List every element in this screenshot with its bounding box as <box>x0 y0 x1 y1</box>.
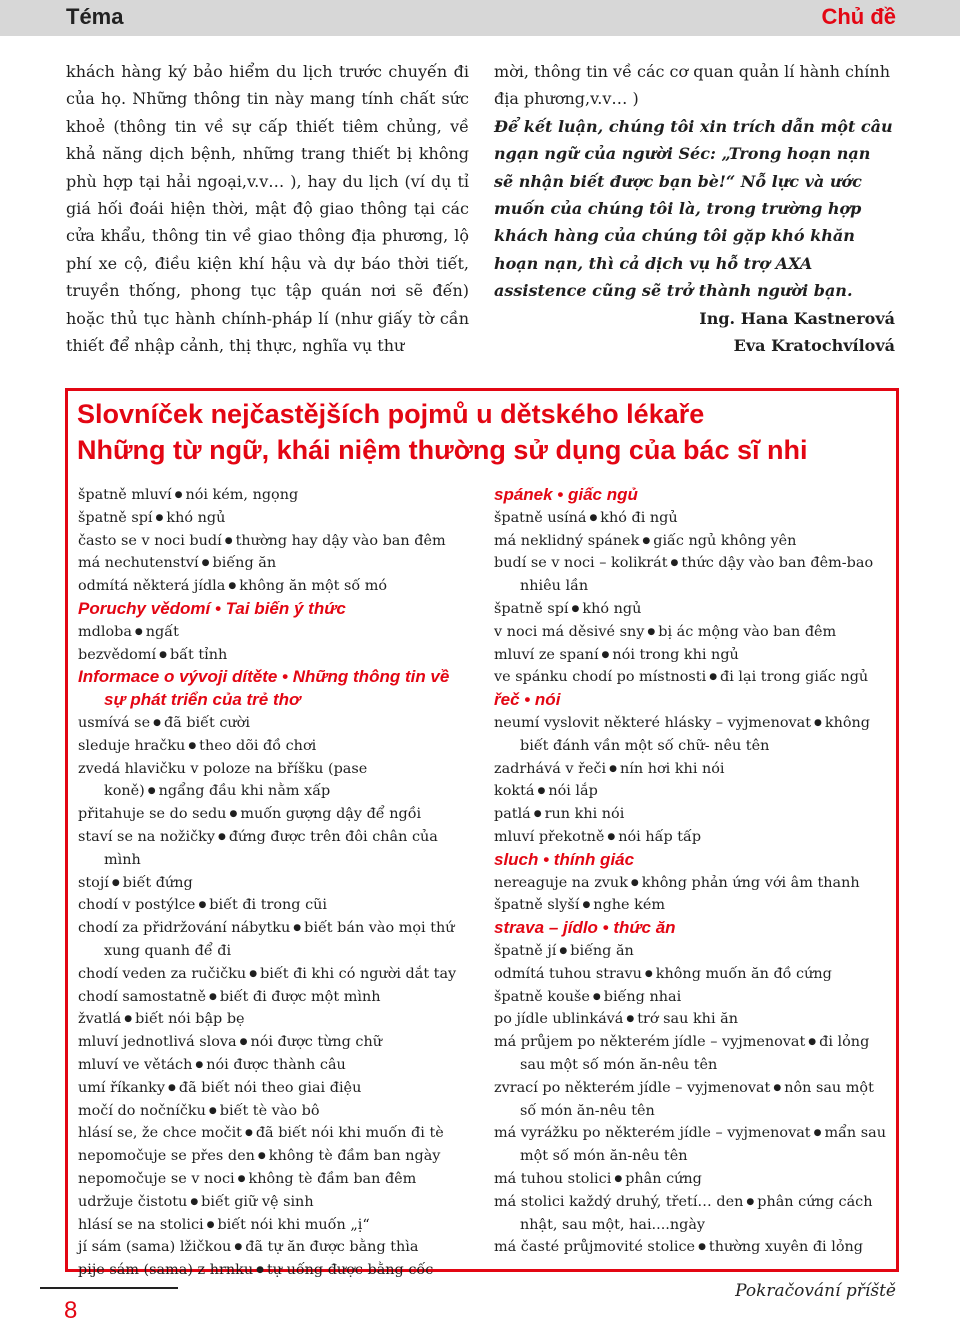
term-cz: patlá <box>494 806 531 823</box>
bullet-icon: ● <box>592 991 601 1002</box>
term-cz: nereaguje na zvuk <box>494 874 628 891</box>
term-cz: hlásí se, že chce močit <box>78 1125 242 1142</box>
page-number: 8 <box>64 1297 78 1324</box>
glossary-entry <box>78 1236 470 1259</box>
term-cz: staví se na nožičky <box>78 828 215 845</box>
glossary-entry <box>78 530 470 553</box>
bullet-icon: ● <box>234 1242 243 1253</box>
glossary-entry <box>494 986 886 1009</box>
term-vn: ngẩng đầu khi nằm xấp <box>158 783 331 800</box>
term-vn: muốn gượng dậy để ngồi <box>240 806 422 823</box>
term-vn: khó ngủ <box>166 509 226 526</box>
term-cz: sleduje hračku <box>78 737 186 754</box>
term-cz: přitahuje se do sedu <box>78 806 227 823</box>
bullet-icon: ● <box>195 1059 204 1070</box>
term-vn: đi lỏng sau một số món ăn-nêu tên <box>520 1034 870 1073</box>
term-vn: đã biết nói khi muốn đi tè <box>255 1125 444 1142</box>
bullet-icon: ● <box>609 763 618 774</box>
bullet-icon: ● <box>208 1105 217 1116</box>
term-vn: theo dõi đồ chơi <box>199 737 317 754</box>
bullet-icon: ● <box>814 717 822 728</box>
bullet-icon: ● <box>533 809 542 820</box>
section-label-vn: Chủ đề <box>821 4 896 29</box>
bullet-icon: ● <box>153 717 161 728</box>
term-vn: biết tè vào bô <box>219 1102 320 1119</box>
term-cz: zvedá hlavičku v poloze na bříšku (pase koně) <box>78 760 368 800</box>
term-cz: v noci má děsivé sny <box>494 623 645 640</box>
term-vn: mẩn sau một số món ăn-nêu tên <box>520 1125 886 1165</box>
glossary-category: spánek • giấc ngủ <box>494 485 638 504</box>
glossary-entry <box>78 507 470 530</box>
term-vn: đã tự ăn được bằng thìa <box>245 1239 419 1256</box>
term-cz: budí se v noci – kolikrát <box>494 555 668 572</box>
term-cz: často se v noci budí <box>78 532 222 549</box>
bullet-icon: ● <box>217 831 226 842</box>
term-vn: nói trong khi ngủ <box>612 646 739 663</box>
signature-1: Ing. Hana Kastnerová <box>699 308 895 328</box>
term-vn: khó ngủ <box>582 600 642 617</box>
glossary-entry <box>494 826 886 849</box>
term-vn: bất tỉnh <box>169 646 228 663</box>
term-vn: trớ sau khi ăn <box>637 1011 738 1028</box>
glossary-category: Poruchy vědomí • Tai biến ý thức <box>78 598 346 618</box>
glossary-entry <box>78 1077 470 1100</box>
bullet-icon: ● <box>134 626 143 637</box>
term-cz: chodí samostatně <box>78 988 206 1005</box>
term-cz: zadrhává v řeči <box>494 760 607 777</box>
term-vn: biết nói bập bẹ <box>135 1011 245 1028</box>
bullet-icon: ● <box>198 900 207 911</box>
glossary-title-vn: Những từ ngữ, khái niệm thường sử dụng của bác sĩ nhi <box>77 435 808 465</box>
bullet-icon: ● <box>644 968 653 979</box>
bullet-icon: ● <box>537 786 546 797</box>
term-vn: bị ác mộng vào ban đêm <box>658 623 837 640</box>
term-cz: má časté průjmovité stolice <box>494 1239 696 1256</box>
glossary-entry <box>78 872 470 895</box>
term-cz: má tuhou stolici <box>494 1170 612 1187</box>
term-cz: mluví ze spaní <box>494 646 599 663</box>
term-vn: biết đi trong cũi <box>209 897 328 914</box>
article-right-column <box>494 58 895 359</box>
bullet-icon: ● <box>293 923 302 934</box>
term-vn: nín hơi khi nói <box>620 760 725 777</box>
term-vn: run khi nói <box>544 806 625 823</box>
bullet-icon: ● <box>559 945 568 956</box>
term-vn: tự uống được bằng cốc <box>266 1262 434 1279</box>
term-vn: không biết đánh vần một số chữ- nêu tên <box>520 714 870 754</box>
bullet-icon: ● <box>614 1173 623 1184</box>
glossary-entry <box>494 758 886 781</box>
term-vn: không muốn ăn đồ cứng <box>655 965 832 982</box>
conclusion-paragraph: Để kết luận, chúng tôi xin trích dẫn một câu ngạn ngữ của người Séc: „Trong hoạn nạn sẽ nhận biết được bạn bè!“ Nỗ lực và ước muốn của chúng tôi là, trong trường hợp khách hàng của chúng tôi gặp khó khăn hoạn nạn, thì cả dịch vụ hỗ trợ AXA assistence cũng sẽ trở thành người bạn. <box>494 116 893 301</box>
term-cz: odmítá některá jídla <box>78 578 226 595</box>
glossary-entry <box>494 1191 886 1237</box>
term-cz: chodí v postýlce <box>78 897 196 914</box>
term-cz: špatně spí <box>78 509 153 526</box>
bullet-icon: ● <box>601 649 610 660</box>
glossary-entry <box>78 986 470 1009</box>
term-vn: biếng nhai <box>603 988 682 1005</box>
bullet-icon: ● <box>244 1128 253 1139</box>
bullet-icon: ● <box>773 1082 782 1093</box>
glossary-entry <box>494 598 886 621</box>
glossary-entry <box>78 1168 470 1191</box>
bullet-icon: ● <box>159 649 167 660</box>
article-paragraph: khách hàng ký bảo hiểm du lịch trước chuyến đi của họ. Những thông tin này mang tính chất sức khoẻ (thông tin về sự cấp thiết tiêm chủng, về khả năng dịch bệnh, những trang thiết bị không phù hợp tại hải ngoại,v.v… ), hay du lịch (ví dụ tỉ giá hối đoái hiện thời, mật độ giao thông tại các cửa khẩu, thông tin về giao thông địa phương, lộ phí xe cộ, điều kiện khí hậu và dự báo thời tiết, truyền thống, phong tục tập quán nơi sẽ đến) hoặc thủ tục hành chính-pháp lí (như giấy tờ cần thiết để nhập cảnh, thị thực, nghĩa vụ thư <box>66 62 469 356</box>
glossary-entry <box>78 917 470 963</box>
bullet-icon: ● <box>168 1082 176 1093</box>
glossary-entry <box>78 1214 470 1237</box>
bullet-icon: ● <box>709 672 718 683</box>
bullet-icon: ● <box>630 877 639 888</box>
term-vn: thường xuyên đi lỏng <box>708 1239 863 1256</box>
bullet-icon: ● <box>698 1242 706 1253</box>
term-vn: nói lắp <box>548 783 598 800</box>
term-vn: không tè đầm ban đêm <box>248 1170 417 1187</box>
term-vn: nói kém, ngọng <box>185 487 299 503</box>
bullet-icon: ● <box>808 1037 817 1048</box>
term-vn: không phản ứng với âm thanh <box>641 874 860 891</box>
glossary-entry <box>78 803 470 826</box>
glossary-entry <box>78 826 470 872</box>
glossary-category: sluch • thính giác <box>494 849 635 869</box>
glossary-entry <box>494 963 886 986</box>
bullet-icon: ● <box>589 512 598 523</box>
term-cz: pije sám (sama) z hrnku <box>78 1262 254 1279</box>
term-cz: žvatlá <box>78 1011 122 1028</box>
bullet-icon: ● <box>201 558 210 569</box>
bullet-icon: ● <box>237 1173 246 1184</box>
bullet-icon: ● <box>607 831 616 842</box>
term-cz: má nechutenství <box>78 555 199 572</box>
glossary-entry <box>494 712 886 758</box>
term-cz: neumí vyslovit některé hlásky – vyjmenovat <box>494 714 811 731</box>
term-vn: biết đi được một mình <box>219 988 381 1005</box>
bullet-icon: ● <box>670 558 679 569</box>
glossary-right-column <box>494 484 886 1259</box>
bullet-icon: ● <box>111 877 120 888</box>
term-vn: biết giữ vệ sinh <box>201 1193 314 1210</box>
glossary-entry <box>494 552 886 598</box>
term-cz: nepomočuje se v noci <box>78 1170 235 1187</box>
glossary-entry <box>494 644 886 667</box>
term-vn: phân cứng <box>625 1170 702 1187</box>
term-vn: không tè đầm ban ngày <box>268 1148 441 1165</box>
glossary-entry <box>494 894 886 917</box>
bullet-icon: ● <box>571 603 580 614</box>
glossary-box <box>65 388 899 1279</box>
bullet-icon: ● <box>642 535 651 546</box>
glossary-category: Informace o vývoji dítěte • Những thông tin về sự phát triển của trẻ thơ <box>78 667 450 710</box>
term-cz: chodí veden za ručičku <box>78 965 247 982</box>
term-cz: má stolici každý druhý, třetí… den <box>494 1193 744 1210</box>
term-cz: ve spánku chodí po místnosti <box>494 669 707 686</box>
glossary-entry <box>78 484 470 507</box>
glossary-entry <box>494 1031 886 1077</box>
glossary-entry <box>78 1031 470 1054</box>
glossary-entry <box>78 644 470 667</box>
bullet-icon: ● <box>626 1014 635 1025</box>
glossary-entry <box>78 735 470 758</box>
glossary-entry <box>78 1122 470 1145</box>
term-cz: nepomočuje se přes den <box>78 1148 255 1165</box>
bullet-icon: ● <box>582 900 591 911</box>
term-cz: udržuje čistotu <box>78 1193 188 1210</box>
term-cz: má průjem po některém jídle – vyjmenovat <box>494 1034 806 1051</box>
glossary-title-cz: Slovníček nejčastějších pojmů u dětského lékaře <box>77 399 705 429</box>
term-cz: umí říkanky <box>78 1079 165 1096</box>
glossary-entry <box>494 780 886 803</box>
glossary-category: řeč • nói <box>494 690 561 710</box>
term-cz: špatně slyší <box>494 897 580 914</box>
term-vn: đã biết cười <box>163 714 250 731</box>
footer-rule <box>40 1287 178 1289</box>
bullet-icon: ● <box>124 1014 133 1025</box>
glossary-entry <box>494 803 886 826</box>
term-vn: nói hấp tấp <box>618 828 702 845</box>
term-cz: chodí za přidržování nábytku <box>78 920 291 937</box>
term-vn: biết đi khi có người dắt tay <box>260 965 457 982</box>
term-cz: mluví jednotlivá slova <box>78 1034 237 1051</box>
bullet-icon: ● <box>249 968 258 979</box>
term-cz: po jídle ublinkává <box>494 1011 624 1028</box>
glossary-entry <box>494 507 886 530</box>
term-vn: khó đi ngủ <box>600 509 678 526</box>
term-cz: špatně spí <box>494 600 569 617</box>
term-vn: đứng được trên đôi chân của mình <box>104 828 438 868</box>
term-vn: nôn sau một số món ăn-nêu tên <box>520 1079 874 1119</box>
term-cz: usmívá se <box>78 714 151 731</box>
term-vn: nghe kém <box>593 897 666 914</box>
term-cz: špatně mluví <box>78 487 172 503</box>
article-paragraph-cont: mời, thông tin về các cơ quan quản lí hành chính địa phương,v.v… ) <box>494 62 891 109</box>
bullet-icon: ● <box>228 581 237 592</box>
glossary-entry <box>494 872 886 895</box>
bullet-icon: ● <box>190 1196 199 1207</box>
term-cz: odmítá tuhou stravu <box>494 965 642 982</box>
term-vn: không ăn một số mó <box>239 578 388 595</box>
term-vn: nói được từng chữ <box>250 1034 383 1051</box>
glossary-title <box>77 396 807 468</box>
term-cz: jí sám (sama) lžičkou <box>78 1239 232 1256</box>
section-label: Téma <box>66 4 124 29</box>
glossary-entry <box>78 575 470 598</box>
glossary-entry <box>78 963 470 986</box>
glossary-entry <box>78 894 470 917</box>
glossary-entry <box>78 1008 470 1031</box>
bullet-icon: ● <box>174 490 183 500</box>
bullet-icon: ● <box>647 626 656 637</box>
term-vn: đi lại trong giấc ngủ <box>720 669 869 686</box>
glossary-entry <box>78 1100 470 1123</box>
bullet-icon: ● <box>208 991 217 1002</box>
term-vn: phân cứng cách nhật, sau một, hai....ngày <box>520 1193 873 1233</box>
signature-2: Eva Kratochvílová <box>733 336 895 356</box>
bullet-icon: ● <box>256 1265 264 1276</box>
glossary-entry <box>78 1259 470 1282</box>
term-cz: mdloba <box>78 623 132 640</box>
term-cz: hlásí se na stolici <box>78 1216 204 1233</box>
term-vn: biết nói khi muốn „ị“ <box>217 1216 370 1233</box>
term-vn: nói được thành câu <box>206 1056 346 1073</box>
bullet-icon: ● <box>229 809 238 820</box>
term-vn: biếng ăn <box>570 942 634 959</box>
term-cz: koktá <box>494 783 535 800</box>
term-vn: biết bán vào mọi thứ xung quanh để đi <box>104 920 455 959</box>
bullet-icon: ● <box>155 512 164 523</box>
term-cz: stojí <box>78 874 109 891</box>
continued-note: Pokračování příště <box>735 1281 896 1301</box>
term-cz: bezvědomí <box>78 646 157 663</box>
glossary-entry <box>78 621 470 644</box>
bullet-icon: ● <box>147 786 156 797</box>
glossary-entry <box>494 1008 886 1031</box>
term-vn: biết đứng <box>122 874 193 891</box>
glossary-entry <box>494 1168 886 1191</box>
term-vn: ngất <box>145 623 179 640</box>
glossary-entry <box>78 1054 470 1077</box>
bullet-icon: ● <box>239 1037 248 1048</box>
term-cz: má vyrážku po některém jídle – vyjmenovat <box>494 1125 811 1142</box>
term-vn: giấc ngủ không yên <box>653 532 797 549</box>
term-cz: zvrací po některém jídle – vyjmenovat <box>494 1079 771 1096</box>
term-vn: thường hay dậy vào ban đêm <box>235 532 446 549</box>
term-vn: thức dậy vào ban đêm-bao nhiêu lần <box>520 555 874 595</box>
term-vn: đã biết nói theo giai điệu <box>178 1079 362 1096</box>
glossary-entry <box>78 758 470 804</box>
glossary-category: strava – jídlo • thức ăn <box>494 918 676 938</box>
term-vn: biếng ăn <box>212 555 277 572</box>
term-cz: mluví překotně <box>494 828 605 845</box>
article-left-column <box>66 58 469 359</box>
bullet-icon: ● <box>224 535 233 546</box>
glossary-entry <box>78 712 470 735</box>
glossary-entry <box>494 1077 886 1123</box>
bullet-icon: ● <box>257 1151 266 1162</box>
glossary-entry <box>494 621 886 644</box>
glossary-entry <box>494 666 886 689</box>
bullet-icon: ● <box>746 1196 755 1207</box>
bullet-icon: ● <box>206 1219 215 1230</box>
glossary-entry <box>494 530 886 553</box>
term-cz: mluví ve větách <box>78 1056 193 1073</box>
glossary-left-column <box>78 484 470 1282</box>
glossary-entry <box>78 1145 470 1168</box>
bullet-icon: ● <box>813 1128 822 1139</box>
glossary-entry <box>78 1191 470 1214</box>
glossary-entry <box>494 940 886 963</box>
bullet-icon: ● <box>188 740 197 751</box>
term-cz: má neklidný spánek <box>494 532 640 549</box>
term-cz: močí do nočníčku <box>78 1102 206 1119</box>
glossary-entry <box>494 1122 886 1168</box>
glossary-entry <box>494 1236 886 1259</box>
page-header <box>0 0 960 36</box>
glossary-entry <box>78 552 470 575</box>
term-cz: špatně jí <box>494 942 557 959</box>
term-cz: špatně kouše <box>494 988 590 1005</box>
term-cz: špatně usíná <box>494 509 587 526</box>
